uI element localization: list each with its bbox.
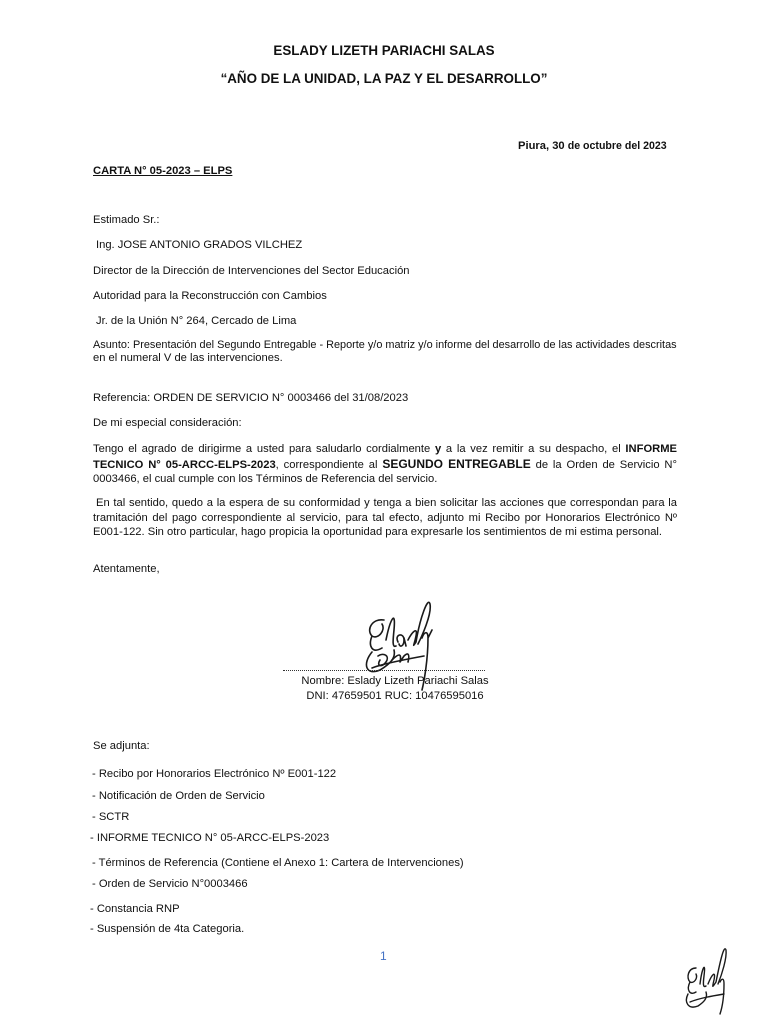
body1-text-a: Tengo el agrado de dirigirme a usted para saludarlo cordialmente (93, 443, 431, 455)
attachment-item: - Orden de Servicio N°0003466 (92, 878, 248, 890)
attachment-item: - Notificación de Orden de Servicio (92, 790, 265, 802)
attachments-title: Se adjunta: (93, 740, 150, 752)
segundo-entregable: SEGUNDO ENTREGABLE (382, 456, 531, 471)
sender-name-heading: ESLADY LIZETH PARIACHI SALAS (273, 43, 495, 58)
year-motto-heading: “AÑO DE LA UNIDAD, LA PAZ Y EL DESARROLLO” (220, 71, 548, 86)
footer-signature-initials (676, 938, 732, 1018)
body-paragraph-2: En tal sentido, quedo a la espera de su conformidad y tenga a bien solicitar las acciones que correspondan para la tramitación del pago correspondiente al servicio, para tal efecto, adjunto mi Recibo por Honorarios Electrónico Nº E001-122. Sin otro particular, hago propicia la oportunidad para expresarle los sentimientos de mi estima personal. (93, 497, 677, 539)
page-number: 1 (380, 949, 387, 963)
attachment-item: - Recibo por Honorarios Electrónico Nº E001-122 (92, 768, 337, 780)
closing: Atentamente, (93, 563, 160, 575)
signer-name: Nombre: Eslady Lizeth Pariachi Salas (301, 675, 489, 687)
salutation: De mi especial consideración: (93, 417, 242, 429)
subject-line-1: Asunto: Presentación del Segundo Entregable - Reporte y/o matriz y/o informe del desarrollo de las actividades descritas (93, 339, 677, 351)
body1-text-b: a la vez remitir a su despacho, el (441, 443, 626, 455)
informe-tecnico-ref: INFORME TECNICO N° 05-ARCC-ELPS-2023 (93, 443, 678, 471)
letter-reference-code: CARTA N° 05-2023 – ELPS (93, 165, 233, 177)
letter-date (518, 140, 667, 152)
greeting: Estimado Sr.: (93, 214, 160, 226)
attachment-item: - SCTR (92, 811, 130, 823)
signature-line (283, 670, 485, 671)
subject-line-2: en el numeral V de las intervenciones. (93, 352, 283, 364)
body1-text-y: y (434, 443, 442, 455)
body1-text-c: , correspondiente al (275, 458, 383, 471)
reference-line: Referencia: ORDEN DE SERVICIO N° 0003466 del 31/08/2023 (93, 392, 409, 404)
body1-text-d: de la Orden de Servicio N° 0003466, el cual cumple con los Términos de Referencia del servicio. (93, 458, 677, 486)
attachment-item: - Suspensión de 4ta Categoria. (90, 923, 245, 935)
attachment-item: - INFORME TECNICO N° 05-ARCC-ELPS-2023 (90, 832, 330, 844)
body-paragraph-1 (93, 442, 677, 487)
signer-ids: DNI: 47659501 RUC: 10476595016 (306, 690, 484, 702)
recipient-institution: Autoridad para la Reconstrucción con Cambios (93, 290, 327, 302)
recipient-address: Jr. de la Unión N° 264, Cercado de Lima (96, 315, 297, 327)
date-rest: de octubre del 2023 (567, 140, 667, 152)
recipient-name: Ing. JOSE ANTONIO GRADOS VILCHEZ (96, 239, 303, 251)
attachment-item: - Constancia RNP (90, 903, 180, 915)
attachment-item: - Términos de Referencia (Contiene el Anexo 1: Cartera de Intervenciones) (92, 857, 464, 869)
date-city: Piura, 30 (518, 140, 565, 152)
recipient-position: Director de la Dirección de Intervenciones del Sector Educación (93, 265, 410, 277)
